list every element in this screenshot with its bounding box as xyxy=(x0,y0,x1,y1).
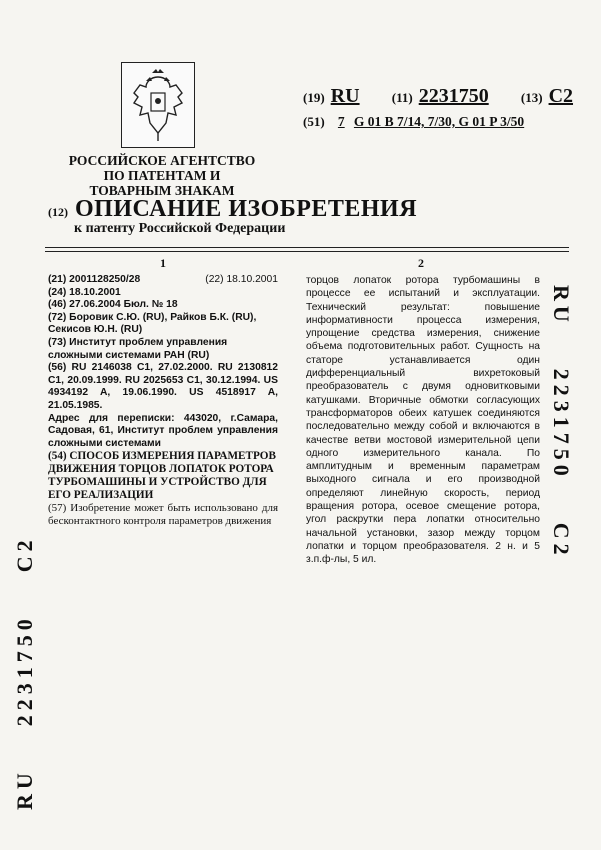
publication-date: (46) 27.06.2004 Бюл. № 18 xyxy=(48,299,178,311)
ipc-row xyxy=(303,114,524,130)
column-number-left: 1 xyxy=(160,256,166,270)
kind-code: C2 xyxy=(548,85,574,107)
stamp-country: RU xyxy=(549,285,574,327)
stamp-kind: C2 xyxy=(549,522,574,560)
assignee: (73) Институт проблем управления сложными системами РАН (RU) xyxy=(48,336,228,361)
ipc-classes: G 01 B 7/14, 7/30, G 01 P 3/50 xyxy=(353,114,525,129)
bibliographic-data xyxy=(48,274,278,528)
country-code: RU xyxy=(330,85,360,107)
title-text: ОПИСАНИЕ ИЗОБРЕТЕНИЯ xyxy=(75,196,418,222)
document-subtitle: к патенту Российской Федерации xyxy=(74,221,286,236)
date-24: (24) 18.10.2001 xyxy=(48,286,121,298)
divider xyxy=(45,251,569,252)
code-11: (11) xyxy=(391,90,413,105)
code-51: (51) xyxy=(303,114,325,129)
patent-number: 2231750 xyxy=(418,85,489,107)
filing-date: (22) 18.10.2001 xyxy=(205,274,278,285)
abstract-start: (57) Изобретение может быть использовано для бесконтактного контроля параметров движения xyxy=(48,502,278,528)
references: (56) RU 2146038 C1, 27.02.2000. RU 2130812 C1, 20.09.1999. RU 2025653 C1, 30.12.1994. US 4934192 A, 19.06.1990. US 4518917 A, 21.05.1985. xyxy=(48,362,278,411)
code-19: (19) xyxy=(303,90,325,105)
invention-title: (54) СПОСОБ ИЗМЕРЕНИЯ ПАРАМЕТРОВ ДВИЖЕНИЯ ТОРЦОВ ЛОПАТОК РОТОРА ТУРБОМАШИНЫ И УСТРОЙСТВО ДЛЯ ЕГО РЕАЛИЗАЦИИ xyxy=(48,450,276,502)
code-13: (13) xyxy=(520,90,543,105)
state-emblem-icon xyxy=(121,62,195,148)
divider xyxy=(45,247,569,248)
inventors: (72) Боровик С.Ю. (RU), Райков Б.К. (RU), Секисов Ю.Н. (RU) xyxy=(48,311,257,336)
agency-name: РОССИЙСКОЕ АГЕНТСТВО ПО ПАТЕНТАМ И ТОВАРНЫМ ЗНАКАМ xyxy=(68,153,256,198)
stamp-number: 2231750 xyxy=(549,368,574,481)
column-number-right: 2 xyxy=(418,256,424,270)
document-title xyxy=(48,196,417,223)
abstract-continuation: торцов лопаток ротора турбомашины в процессе ее испытаний и эксплуатации. Технический результат: повышение информативности процесса измерения, упрощение средства измерения, снижение объема подготовительных работ. Сущность на статоре устанавливается один дифференциальный вихретоковый преобразователь с двумя одновитковыми катушками. Вторичные обмотки согласующих трансформаторов обеих катушек соединяются последовательно между собой и включаются в качестве ветви мостовой измерительной цепи одного измерительного канала. По амплитудным и временным параметрам выходного сигнала и его производной определяют линейную скорость, период вращения ротора, осевое смещение ротора, угол раскрутки пера лопатки относительно начальной установки, зазор между торцом лопатки и торцом преобразователя. 2 н. и 5 з.п.ф-лы, 5 ил. xyxy=(306,275,540,566)
stamp-number: 2231750 xyxy=(12,614,37,727)
title-code: (12) xyxy=(48,205,68,219)
stamp-country: RU xyxy=(12,768,37,810)
publication-header xyxy=(303,85,573,108)
stamp-kind: C2 xyxy=(12,535,37,573)
side-stamp-left xyxy=(12,535,38,810)
correspondence-address: Адрес для переписки: 443020, г.Самара, Садовая, 61, Институт проблем управления сложными системами xyxy=(48,412,278,449)
side-stamp-right xyxy=(548,285,574,560)
ipc-prefix: 7 xyxy=(337,114,345,129)
application-number: (21) 2001128250/28 xyxy=(48,274,141,285)
